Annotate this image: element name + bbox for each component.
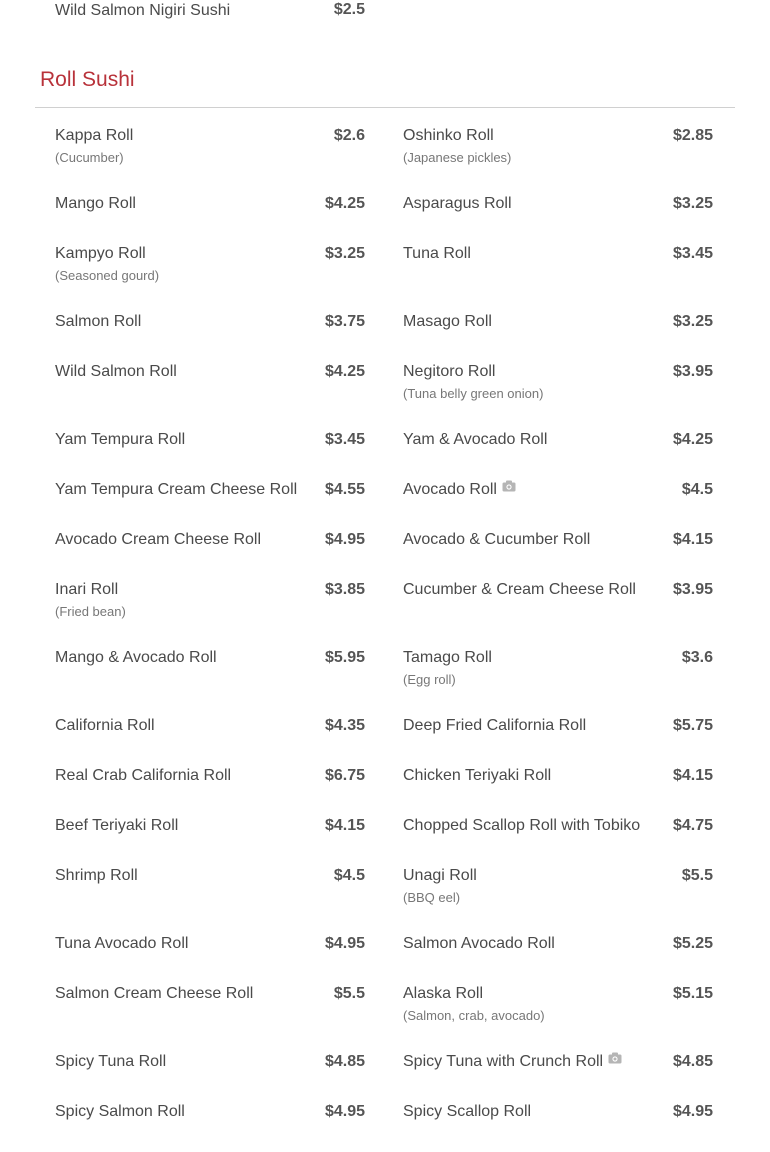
menu-item-name: Negitoro Roll — [403, 363, 496, 380]
menu-item-price: $4.25 — [324, 195, 365, 212]
menu-item-price: $3.45 — [672, 245, 713, 262]
menu-item[interactable] — [55, 934, 365, 984]
menu-item-price: $4.85 — [672, 1053, 713, 1070]
menu-item-price: $4.15 — [324, 817, 365, 834]
menu-item-name: Real Crab California Roll — [55, 767, 232, 784]
menu-item-name: Beef Teriyaki Roll — [55, 817, 179, 834]
menu-item-description: (Fried bean) — [55, 604, 126, 619]
menu-item-name: Kampyo Roll — [55, 245, 146, 262]
menu-item-price: $4.55 — [324, 481, 365, 498]
menu-item[interactable] — [55, 126, 365, 194]
menu-item[interactable] — [55, 312, 365, 362]
menu-item[interactable] — [55, 530, 365, 580]
menu-item-description: (Seasoned gourd) — [55, 268, 160, 283]
menu-item-price: $4.35 — [324, 717, 365, 734]
menu-item[interactable] — [55, 430, 365, 480]
menu-item-name: Asparagus Roll — [403, 195, 512, 212]
menu-item-name: Spicy Tuna with Crunch Roll — [403, 1052, 643, 1072]
menu-item-price: $3.85 — [324, 581, 365, 598]
menu-item[interactable] — [55, 816, 365, 866]
menu-item-name: Yam Tempura Cream Cheese Roll — [55, 481, 298, 498]
menu-item-price: $5.5 — [333, 985, 365, 1002]
menu-item-price: $5.15 — [672, 985, 713, 1002]
menu-item-name: Spicy Scallop Roll — [403, 1103, 532, 1120]
menu-item[interactable] — [55, 194, 365, 244]
menu-item-price: $4.95 — [672, 1103, 713, 1120]
menu-item-price: $4.25 — [324, 363, 365, 380]
menu-item[interactable] — [403, 866, 713, 934]
menu-item-description: (Egg roll) — [403, 672, 456, 687]
menu-item-name: Wild Salmon Roll — [55, 363, 177, 380]
menu-item-name: Spicy Tuna Roll — [55, 1053, 167, 1070]
menu-item[interactable] — [403, 648, 713, 716]
menu-item-price: $3.25 — [324, 245, 365, 262]
section-title: Roll Sushi — [40, 68, 135, 91]
menu-item-name: Chopped Scallop Roll with Tobiko — [403, 817, 641, 834]
menu-item-description: (Japanese pickles) — [403, 150, 512, 165]
menu-grid — [55, 126, 713, 1152]
menu-item-description: (Cucumber) — [55, 150, 124, 165]
menu-item[interactable] — [403, 530, 713, 580]
menu-item-price: $3.95 — [672, 581, 713, 598]
menu-item-name: Tuna Avocado Roll — [55, 935, 189, 952]
menu-item[interactable] — [55, 244, 365, 312]
menu-item[interactable] — [403, 126, 713, 194]
menu-item[interactable] — [403, 716, 713, 766]
menu-item-price: $5.95 — [324, 649, 365, 666]
menu-item-price: $4.5 — [681, 481, 713, 498]
menu-item-name: Mango Roll — [55, 195, 136, 212]
menu-item[interactable] — [55, 716, 365, 766]
menu-item-name: Cucumber & Cream Cheese Roll — [403, 581, 636, 598]
menu-item-name: Inari Roll — [55, 581, 119, 598]
menu-item-name: Salmon Cream Cheese Roll — [55, 985, 254, 1002]
menu-item[interactable] — [403, 934, 713, 984]
menu-item[interactable] — [55, 0, 365, 22]
menu-item-name: Shrimp Roll — [55, 867, 138, 884]
menu-item-price: $3.75 — [324, 313, 365, 330]
menu-item[interactable] — [403, 984, 713, 1052]
menu-item-description: (BBQ eel) — [403, 890, 461, 905]
menu-item-name: Kappa Roll — [55, 127, 134, 144]
menu-item[interactable] — [403, 766, 713, 816]
menu-item-price: $4.85 — [324, 1053, 365, 1070]
menu-item[interactable] — [403, 1102, 713, 1152]
section-divider — [35, 107, 735, 108]
menu-item-price: $3.25 — [672, 313, 713, 330]
menu-item-price: $4.95 — [324, 1103, 365, 1120]
menu-item-name: Mango & Avocado Roll — [55, 649, 217, 666]
menu-item[interactable] — [55, 362, 365, 430]
menu-item-price: $4.95 — [324, 531, 365, 548]
menu-item-price: $4.15 — [672, 767, 713, 784]
menu-item-price: $5.25 — [672, 935, 713, 952]
menu-item[interactable] — [403, 312, 713, 362]
menu-item[interactable] — [55, 766, 365, 816]
menu-item-name: Salmon Roll — [55, 313, 142, 330]
menu-item-name: Alaska Roll — [403, 985, 484, 1002]
menu-item-price: $3.95 — [672, 363, 713, 380]
menu-item[interactable] — [403, 480, 713, 530]
menu-item-price: $4.95 — [324, 935, 365, 952]
menu-item-price: $2.5 — [333, 1, 365, 18]
menu-item-name: Avocado Cream Cheese Roll — [55, 531, 262, 548]
menu-item-price: $2.85 — [672, 127, 713, 144]
menu-item-price: $5.5 — [681, 867, 713, 884]
menu-item[interactable] — [403, 362, 713, 430]
menu-item-price: $2.6 — [333, 127, 365, 144]
menu-item[interactable] — [55, 648, 365, 716]
menu-item[interactable] — [55, 1102, 365, 1152]
menu-item[interactable] — [55, 866, 365, 934]
menu-item-name: California Roll — [55, 717, 155, 734]
menu-item-name: Yam & Avocado Roll — [403, 431, 548, 448]
menu-item-name: Deep Fried California Roll — [403, 717, 587, 734]
menu-item-name: Yam Tempura Roll — [55, 431, 186, 448]
menu-item-description: (Salmon, crab, avocado) — [403, 1008, 545, 1023]
menu-item-name: Avocado & Cucumber Roll — [403, 531, 591, 548]
camera-icon[interactable] — [608, 1050, 622, 1070]
menu-item-name: Spicy Salmon Roll — [55, 1103, 185, 1120]
menu-item[interactable] — [55, 1052, 365, 1102]
menu-item-price: $4.15 — [672, 531, 713, 548]
menu-item-price: $3.6 — [681, 649, 713, 666]
menu-item[interactable] — [55, 580, 365, 648]
menu-item[interactable] — [55, 984, 365, 1052]
menu-item[interactable] — [403, 816, 713, 866]
menu-item-description: (Tuna belly green onion) — [403, 386, 544, 401]
menu-item[interactable] — [403, 194, 713, 244]
menu-item-price: $3.25 — [672, 195, 713, 212]
menu-item-name: Oshinko Roll — [403, 127, 494, 144]
menu-item-price: $3.45 — [324, 431, 365, 448]
menu-item-price: $4.5 — [333, 867, 365, 884]
menu-item[interactable] — [403, 580, 713, 648]
menu-item[interactable] — [403, 430, 713, 480]
menu-item-price: $5.75 — [672, 717, 713, 734]
menu-item-name: Wild Salmon Nigiri Sushi — [55, 2, 231, 19]
camera-icon[interactable] — [502, 478, 516, 498]
menu-item[interactable] — [55, 480, 365, 530]
menu-item-name: Unagi Roll — [403, 867, 477, 884]
menu-item[interactable] — [403, 1052, 713, 1102]
menu-item-name: Avocado Roll — [403, 480, 643, 500]
menu-item-price: $4.75 — [672, 817, 713, 834]
menu-item[interactable] — [403, 244, 713, 312]
menu-item-name: Tuna Roll — [403, 245, 471, 262]
menu-item-name: Tamago Roll — [403, 649, 492, 666]
menu-item-price: $4.25 — [672, 431, 713, 448]
menu-item-price: $6.75 — [324, 767, 365, 784]
menu-item-name: Salmon Avocado Roll — [403, 935, 555, 952]
menu-item-name: Chicken Teriyaki Roll — [403, 767, 552, 784]
menu-item-name: Masago Roll — [403, 313, 492, 330]
